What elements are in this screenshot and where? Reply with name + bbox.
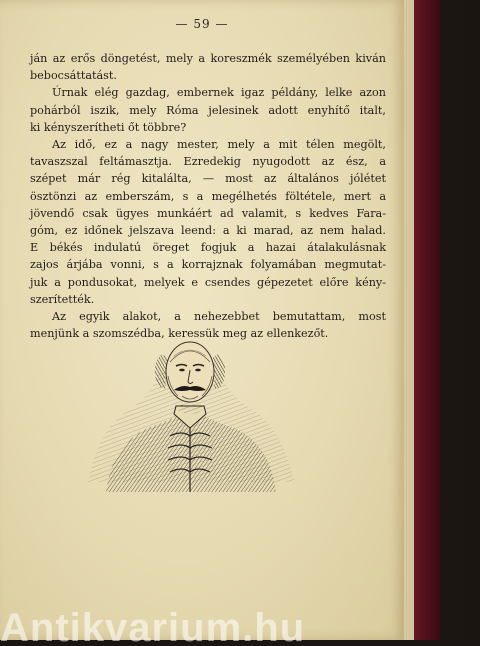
text-line: Az idő, ez a nagy mester, mely a mit télen megölt,: [52, 138, 386, 152]
text-line: góm, ez időnek jelszava leend: a ki marad, az nem halad.: [30, 224, 386, 238]
portrait-engraving: [78, 332, 302, 492]
text-line: Úrnak elég gazdag, embernek igaz példány, lelke azon: [52, 86, 386, 100]
text-line: jövendő csak ügyes munkáért ad valamit, s kedves Fara-: [30, 206, 386, 220]
page-text: [30, 50, 386, 342]
text-line: Az egyik alakot, a nehezebbet bemutattam, most: [52, 310, 386, 324]
text-line: zajos árjába vonni, s a korrajznak folyamában megmutat-: [30, 258, 386, 272]
text-line: ki kényszerítheti őt többre?: [30, 120, 187, 134]
text-line: szerítették.: [30, 292, 95, 306]
text-line: juk a pondusokat, melyek e csendes gépezetet előre kény-: [30, 275, 386, 289]
text-line: bebocsáttatást.: [30, 69, 117, 83]
text-line: ján az erős döngetést, mely a koreszmék személyében kiván: [30, 52, 386, 65]
page-number: — 59 —: [175, 17, 229, 31]
text-line: menjünk a szomszédba, keressük meg az ellenkezőt.: [30, 327, 329, 341]
text-line: pohárból iszik, mely Róma jelesinek adott enyhítő italt,: [30, 103, 386, 117]
text-line: ösztönzi az emberszám, s a megélhetés föltétele, mert a: [30, 189, 386, 203]
text-line: E békés indulatú öreget fogjuk a hazai átalakulásnak: [30, 241, 386, 255]
text-line: tavaszszal feltámasztja. Ezredekig nyugodott az ész, a: [30, 155, 386, 169]
text-line: szépet már rég kitalálta, — most az általános jólétet: [30, 172, 386, 186]
watermark: Antikvarium.hu: [0, 606, 306, 646]
